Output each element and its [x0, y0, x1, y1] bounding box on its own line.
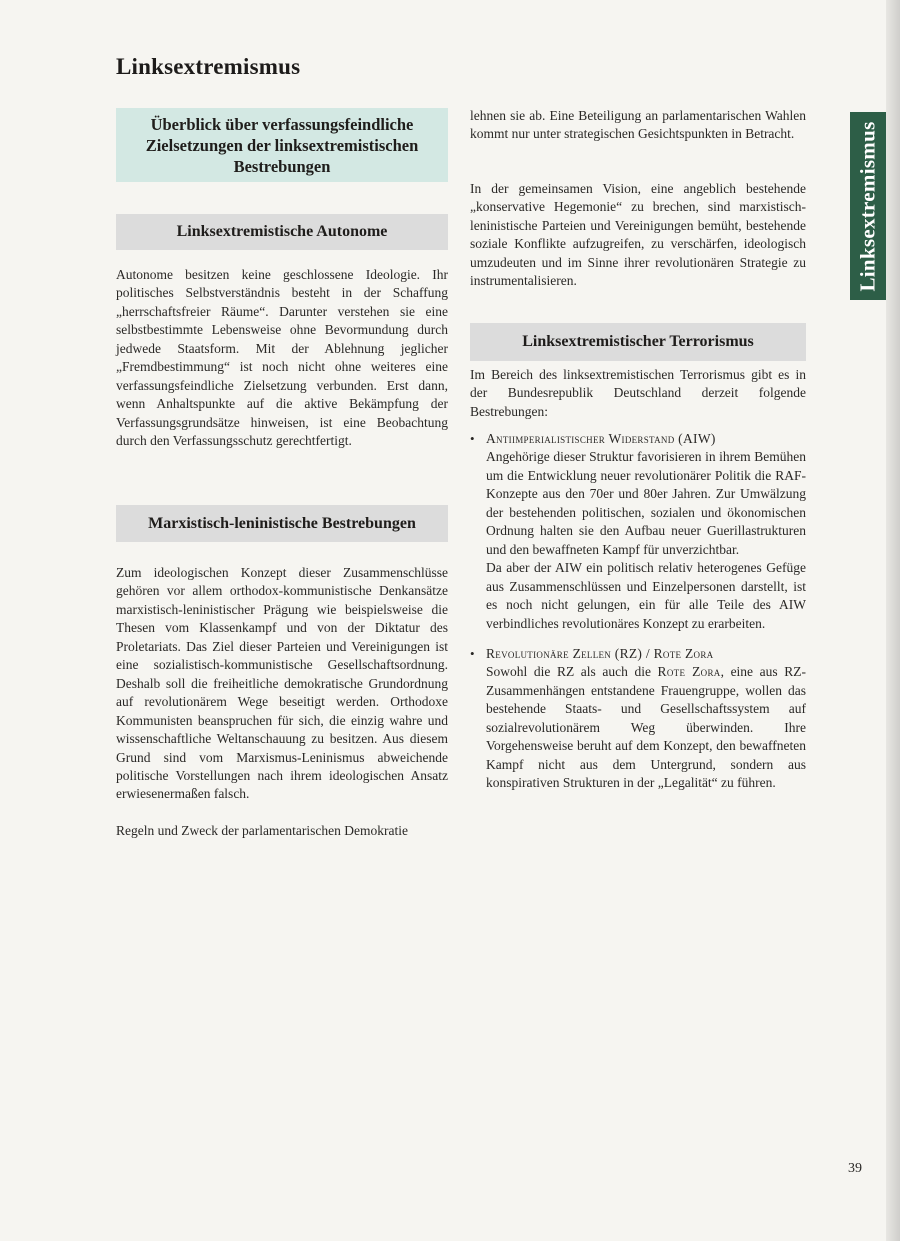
bullet-text-part-a: Sowohl die RZ als auch die: [486, 664, 658, 680]
list-item: [470, 645, 806, 793]
bullet-text-continued: Da aber der AIW ein politisch relativ heterogenes Gefüge aus Zusammenschlüssen und Einzelpersonen darstellt, ist es noch nicht gelungen, ein für alle Teile des AIW verbindliches revolutionäres Konzept zu erarbeiten.: [486, 560, 806, 631]
marxist-heading-box: [116, 505, 448, 542]
bullet-title: Revolutionäre Zellen (RZ) / Rote Zora: [486, 645, 714, 661]
page-number: 39: [848, 1161, 862, 1176]
bullet-text-part-b: , eine aus RZ-Zusammenhängen entstandene Frauengruppe, wollen das bestehende Staats- und Gesellschaftssystem auf sozialrevolutionärem Weg überwinden. Ihre Vorgehensweise beruht auf dem Konzept, den bewaffneten Kampf nicht aus dem Untergrund, sondern aus konspirativen Strukturen in der „Legalität“ zu führen.: [486, 664, 806, 791]
marxist-paragraph-continued: Regeln und Zweck der parlamentarischen Demokratie: [116, 823, 409, 838]
marxist-paragraph: Zum ideologischen Konzept dieser Zusammenschlüsse gehören vor allem orthodox-kommunistische Denkansätze marxistisch-leninistischer Prägung wie beispielsweise die Thesen vom Klassenkampf und von der Diktatur des Proletariats. Das Ziel dieser Parteien und Vereinigungen ist eine sozialistisch-kommunistische Gesellschaftsordnung. Deshalb soll die freiheitliche demokratische Grundordnung auf revolutionärem Wege beseitigt werden. Orthodoxe Kommunisten beanspruchen für sich, die einzig wahre und wissenschaftliche Weltanschauung zu besitzen. Aus diesem Grund sind vom Marxismus-Leninismus abweichende politische Vorstellungen nach ihrem ideologischen Ansatz erwiesenermaßen falsch.: [116, 565, 448, 802]
autonome-heading-box: [116, 214, 448, 250]
section-side-tab: [850, 112, 886, 300]
terror-heading-box: [470, 323, 806, 361]
bullet-marker: •: [470, 431, 475, 446]
marxist-heading: Marxistisch-leninistische Bestrebungen: [148, 514, 416, 532]
vision-paragraph: In der gemeinsamen Vision, eine angeblich bestehende „konservative Hegemonie“ zu brechen, sind marxistisch-leninistische Parteien und Vereinigungen bemüht, bestehende soziale Konflikte aufzugreifen, zu verschärfen, ideologisch umzudeuten und im Sinne ihrer revolutionären Strategie zu instrumentalisieren.: [470, 181, 806, 289]
autonome-paragraph: Autonome besitzen keine geschlossene Ideologie. Ihr politisches Selbstverständnis besteht in der Schaffung „herrschaftsfreier Räume“. Darunter verstehen sie eine selbstbestimmte Lebensweise ohne Bevormundung durch jedwede Staatsform. Mit der Ablehnung jeglicher „Fremdbestimmung“ ist noch nicht ohne weiteres eine verfassungsfeindliche Zielsetzung verbunden. Erst dann, wenn Anhaltspunkte auf die aktive Bekämpfung der Verfassungsgrundsätze hinweisen, ist eine Beobachtung durch den Verfassungsschutz gerechtfertigt.: [116, 267, 448, 449]
overview-heading: Überblick über verfassungsfeindliche Zielsetzungen der linksextremistischen Bestrebungen: [145, 114, 419, 176]
page-title: Linksextremismus: [116, 54, 301, 79]
continuation-paragraph: lehnen sie ab. Eine Beteiligung an parlamentarischen Wahlen kommt nur unter strategischen Gesichtspunkten in Betracht.: [470, 108, 806, 142]
side-tab-label: Linksextremismus: [855, 120, 880, 292]
page-edge-shadow: [886, 0, 900, 1241]
bullet-text-group-name: Rote Zora: [657, 664, 721, 680]
terror-bullet-list: [470, 430, 806, 793]
overview-heading-box: [116, 108, 448, 182]
list-item: [470, 430, 806, 633]
bullet-text: Angehörige dieser Struktur favorisieren in ihrem Bemühen um die Entwicklung neuer revolutionärer Politik die RAF-Konzepte aus den 70er und 80er Jahren. Zur Umwälzung der bestehenden politischen, sozialen und ökonomischen Ordnung halten sie den Aufbau neuer Guerillastrukturen und den bewaffneten Kampf für unverzichtbar.: [486, 449, 806, 557]
bullet-title: Antiimperialistischer Widerstand (AIW): [486, 431, 716, 446]
bullet-marker: •: [470, 645, 475, 661]
autonome-heading: Linksextremistische Autonome: [176, 223, 388, 240]
terror-heading: Linksextremistischer Terrorismus: [522, 333, 754, 350]
terror-intro-paragraph: Im Bereich des linksextremistischen Terrorismus gibt es in der Bundesrepublik Deutschland derzeit folgende Bestrebungen:: [470, 367, 806, 419]
